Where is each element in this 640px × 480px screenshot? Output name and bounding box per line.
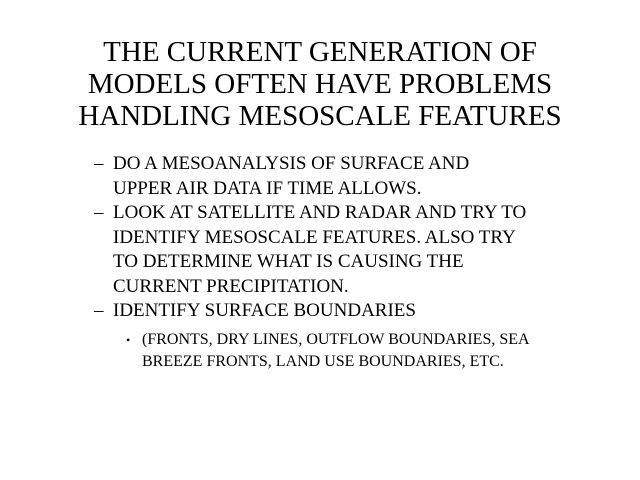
bullet-text-line: LOOK AT SATELLITE AND RADAR AND TRY TO — [113, 202, 527, 223]
dash-bullet-icon: – — [94, 300, 104, 321]
dot-bullet-icon: • — [126, 332, 131, 347]
dash-bullet-icon: – — [94, 153, 104, 174]
bullet-item — [94, 299, 614, 373]
dash-bullet-icon: – — [94, 202, 104, 223]
slide-title — [40, 36, 600, 132]
bullet-text-line: DO A MESOANALYSIS OF SURFACE AND — [113, 153, 470, 174]
title-line: MODELS OFTEN HAVE PROBLEMS — [87, 68, 553, 100]
sub-bullet-text-line: BREEZE FRONTS, LAND USE BOUNDARIES, ETC. — [142, 352, 504, 370]
bullet-item — [94, 201, 614, 299]
title-line: HANDLING MESOSCALE FEATURES — [78, 100, 562, 132]
sub-bullet-text-line: (FRONTS, DRY LINES, OUTFLOW BOUNDARIES, SEA — [142, 330, 530, 348]
sub-bullet-item — [113, 329, 614, 373]
bullet-list — [94, 152, 614, 373]
sub-bullet-list — [113, 329, 614, 373]
bullet-text-line: UPPER AIR DATA IF TIME ALLOWS. — [113, 177, 422, 199]
bullet-text-line: TO DETERMINE WHAT IS CAUSING THE — [113, 251, 464, 272]
bullet-text-line: IDENTIFY SURFACE BOUNDARIES — [113, 300, 416, 321]
title-line: THE CURRENT GENERATION OF — [103, 36, 537, 68]
bullet-item — [94, 152, 614, 201]
bullet-text-line: IDENTIFY MESOSCALE FEATURES. ALSO TRY — [113, 226, 516, 248]
bullet-text-line: CURRENT PRECIPITATION. — [113, 275, 349, 297]
